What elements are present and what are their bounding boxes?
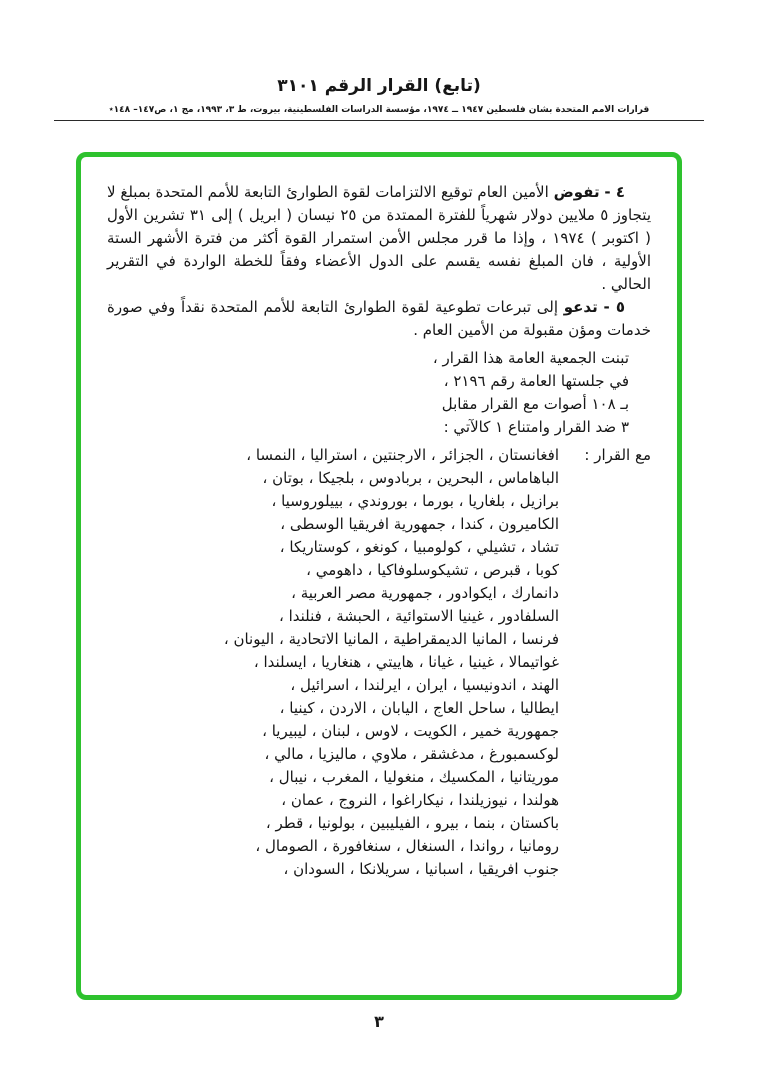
adoption-line: ٣ ضد القرار وامتناع ١ كالآتي : bbox=[443, 418, 629, 436]
clause-5-text: إلى تبرعات تطوعية لقوة الطوارئ التابعة للأمم المتحدة نقداً وفي صورة خدمات ومؤن مقبولة من الأمين العام . bbox=[107, 298, 651, 339]
vote-line: رومانيا ، رواندا ، السنغال ، سنغافورة ، الصومال ، bbox=[255, 837, 559, 855]
clause-4-text: الأمين العام توقيع الالتزامات لقوة الطوارئ التابعة للأمم المتحدة بمبلغ لا يتجاوز ٥ ملايين دولار شهرياً للفترة الممتدة من ٢٥ نيسان ( ابريل ) إلى ٣١ تشرين الأول ( اكتوبر ) ١٩٧٤ ، وإذا ما قرر مجلس الأمن استمرار القوة أكثر من فترة الأشهر الستة الأولية ، فان المبلغ نفسه يقسم على الدول الأعضاء وفقاً للخطة الواردة في التقرير الحالي . bbox=[107, 183, 652, 293]
vote-line: تشاد ، تشيلي ، كولومبيا ، كونغو ، كوستاريكا ، bbox=[279, 538, 559, 556]
adoption-line: بـ ١٠٨ أصوات مع القرار مقابل bbox=[441, 395, 629, 413]
adoption-line: في جلستها العامة رقم ٢١٩٦ ، bbox=[443, 372, 629, 390]
adoption-note bbox=[107, 347, 629, 439]
clause-4-number: ٤ - bbox=[604, 183, 625, 201]
vote-line: غواتيمالا ، غينيا ، غيانا ، هاييتي ، هنغاريا ، ايسلندا ، bbox=[253, 653, 559, 671]
document-title: (تابع) القرار الرقم ٣١٠١ bbox=[277, 76, 481, 96]
vote-line: موريتانيا ، المكسيك ، منغوليا ، المغرب ، نيبال ، bbox=[269, 768, 559, 786]
clause-5-lead: تدعو bbox=[563, 298, 598, 316]
vote-country-list bbox=[107, 444, 559, 881]
clause-4-lead: تفوض bbox=[553, 183, 600, 201]
adoption-line: تبنت الجمعية العامة هذا القرار ، bbox=[432, 349, 629, 367]
content-box bbox=[76, 152, 682, 1000]
paragraph-5 bbox=[107, 296, 651, 342]
vote-line: الباهاماس ، البحرين ، بربادوس ، بلجيكا ، بوتان ، bbox=[262, 469, 559, 487]
vote-line: الهند ، اندونيسيا ، ايران ، ايرلندا ، اسرائيل ، bbox=[290, 676, 559, 694]
vote-line: برازيل ، بلغاريا ، بورما ، بوروندي ، بييلوروسيا ، bbox=[271, 492, 559, 510]
page-number: ٣ bbox=[374, 1012, 384, 1031]
vote-line: باكستان ، بنما ، بيرو ، الفيليبين ، بولونيا ، قطر ، bbox=[265, 814, 559, 832]
vote-line: افغانستان ، الجزائر ، الارجنتين ، استراليا ، النمسا ، bbox=[246, 446, 559, 464]
vote-line: كوبا ، قبرص ، تشيكوسلوفاكيا ، داهومي ، bbox=[306, 561, 559, 579]
vote-line: فرنسا ، المانيا الديمقراطية ، المانيا الاتحادية ، اليونان ، bbox=[223, 630, 559, 648]
voting-record bbox=[107, 444, 651, 881]
source-citation: قرارات الأمم المتحدة بشأن فلسطين ١٩٤٧ ــ ١٩٧٤، مؤسسة الدراسات الفلسطينية، بيروت، ط ٣، ١٩٩٣، مج ١، ص١٤٧– ١٤٨٭ bbox=[54, 105, 704, 121]
vote-line: الكاميرون ، كندا ، جمهورية افريقيا الوسطى ، bbox=[280, 515, 559, 533]
vote-line: ايطاليا ، ساحل العاج ، اليابان ، الاردن ، كينيا ، bbox=[279, 699, 559, 717]
vote-for-label: مع القرار : bbox=[584, 446, 651, 464]
vote-line: دانمارك ، ايكوادور ، جمهورية مصر العربية ، bbox=[291, 584, 559, 602]
vote-line: جنوب افريقيا ، اسبانيا ، سريلانكا ، السودان ، bbox=[283, 860, 559, 878]
vote-line: السلفادور ، غينيا الاستوائية ، الحبشة ، فنلندا ، bbox=[279, 607, 559, 625]
page-header bbox=[0, 76, 758, 121]
paragraph-4 bbox=[107, 181, 651, 296]
vote-line: لوكسمبورغ ، مدغشقر ، ملاوي ، ماليزيا ، مالي ، bbox=[264, 745, 559, 763]
vote-line: هولندا ، نيوزيلندا ، نيكاراغوا ، النروج ، عمان ، bbox=[281, 791, 559, 809]
clause-5-number: ٥ - bbox=[603, 298, 625, 316]
vote-line: جمهورية خمير ، الكويت ، لاوس ، لبنان ، ليبيريا ، bbox=[262, 722, 559, 740]
